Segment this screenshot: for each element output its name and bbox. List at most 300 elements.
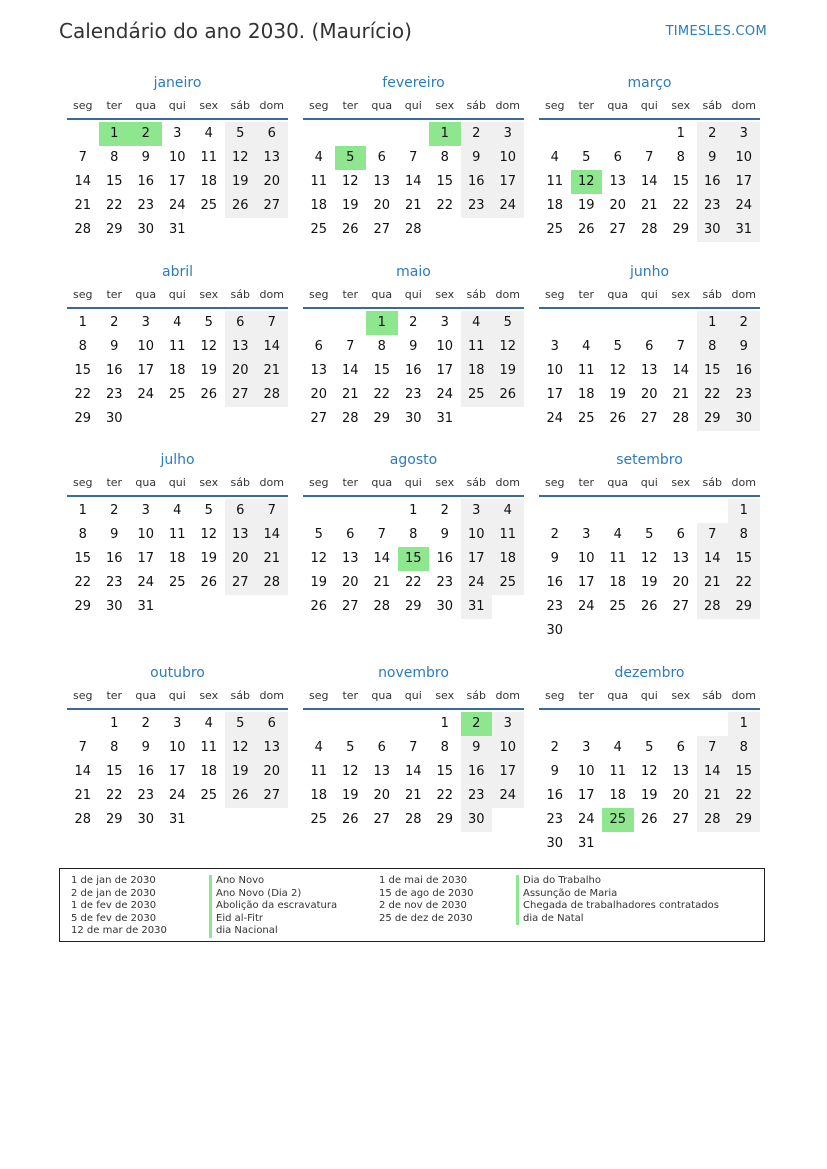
month-name: fevereiro bbox=[382, 75, 445, 91]
day-cell: 11 bbox=[492, 523, 524, 547]
day-cell: 3 bbox=[173, 126, 182, 141]
day-cell: 25 bbox=[168, 575, 186, 590]
day-cell: 3 bbox=[582, 527, 591, 542]
day-cell: 8 bbox=[697, 335, 729, 359]
day-cell: 29 bbox=[373, 411, 391, 426]
weekday-label: sex bbox=[435, 476, 455, 489]
day-cell: 28 bbox=[697, 595, 729, 619]
weekday-label: dom bbox=[495, 689, 520, 702]
day-cell: 17 bbox=[728, 170, 760, 194]
month-name: janeiro bbox=[153, 75, 202, 91]
day-grid bbox=[67, 122, 288, 242]
month-name: março bbox=[627, 75, 672, 91]
weekday-label: qui bbox=[404, 288, 422, 301]
legend-dates-column-1 bbox=[71, 875, 167, 938]
day-cell: 10 bbox=[168, 150, 186, 165]
weekday-label: ter bbox=[578, 476, 595, 489]
weekday-label: seg bbox=[309, 689, 329, 702]
day-cell: 23 bbox=[404, 387, 422, 402]
day-cell: 16 bbox=[728, 359, 760, 383]
holiday-legend bbox=[59, 868, 765, 942]
day-cell: 11 bbox=[609, 764, 627, 779]
weekday-label: sex bbox=[199, 288, 219, 301]
day-cell: 15 bbox=[105, 764, 123, 779]
day-cell: 3 bbox=[141, 315, 150, 330]
day-cell: 13 bbox=[310, 363, 328, 378]
day-cell: 29 bbox=[728, 808, 760, 832]
day-cell: 23 bbox=[697, 194, 729, 218]
day-cell: 24 bbox=[137, 387, 155, 402]
day-cell: 6 bbox=[346, 527, 355, 542]
legend-date: 1 de jan de 2030 bbox=[71, 875, 156, 886]
month-março bbox=[539, 70, 760, 242]
month-novembro bbox=[303, 660, 524, 832]
day-cell: 5 bbox=[582, 150, 591, 165]
weekday-label: sex bbox=[671, 288, 691, 301]
day-cell: 12 bbox=[200, 527, 218, 542]
day-cell: 26 bbox=[200, 575, 218, 590]
weekday-header bbox=[303, 473, 524, 497]
day-cell: 19 bbox=[341, 788, 359, 803]
weekday-header bbox=[539, 96, 760, 120]
day-cell: 31 bbox=[728, 218, 760, 242]
day-cell: 18 bbox=[310, 198, 328, 213]
day-cell: 14 bbox=[697, 760, 729, 784]
day-cell: 25 bbox=[200, 198, 218, 213]
holiday-day-cell: 2 bbox=[130, 122, 162, 146]
day-cell: 11 bbox=[461, 335, 493, 359]
legend-date: 1 de mai de 2030 bbox=[379, 875, 468, 886]
empty-cell bbox=[335, 712, 367, 736]
day-cell: 7 bbox=[256, 311, 288, 335]
day-cell: 24 bbox=[546, 411, 564, 426]
empty-cell bbox=[539, 499, 571, 523]
weekday-label: sex bbox=[435, 288, 455, 301]
day-cell: 25 bbox=[200, 788, 218, 803]
day-cell: 14 bbox=[697, 547, 729, 571]
day-cell: 19 bbox=[341, 198, 359, 213]
day-cell: 14 bbox=[256, 335, 288, 359]
day-cell: 25 bbox=[546, 222, 564, 237]
day-cell: 3 bbox=[461, 499, 493, 523]
day-cell: 26 bbox=[225, 784, 257, 808]
day-cell: 4 bbox=[461, 311, 493, 335]
weekday-label: qui bbox=[404, 99, 422, 112]
weekday-label: ter bbox=[106, 288, 123, 301]
day-cell: 20 bbox=[225, 547, 257, 571]
day-cell: 2 bbox=[440, 503, 449, 518]
weekday-header bbox=[67, 96, 288, 120]
day-cell: 13 bbox=[609, 174, 627, 189]
weekday-label: qui bbox=[640, 99, 658, 112]
weekday-label: qui bbox=[404, 689, 422, 702]
weekday-label: qua bbox=[607, 288, 629, 301]
day-cell: 20 bbox=[373, 788, 391, 803]
day-cell: 13 bbox=[256, 146, 288, 170]
day-cell: 5 bbox=[346, 740, 355, 755]
weekday-label: sáb bbox=[466, 288, 486, 301]
weekday-label: ter bbox=[578, 689, 595, 702]
month-dezembro bbox=[539, 660, 760, 856]
weekday-label: qui bbox=[168, 99, 186, 112]
day-cell: 18 bbox=[461, 359, 493, 383]
weekday-label: dom bbox=[259, 476, 284, 489]
day-cell: 15 bbox=[105, 174, 123, 189]
day-cell: 6 bbox=[225, 499, 257, 523]
day-cell: 30 bbox=[137, 222, 155, 237]
weekday-label: sáb bbox=[702, 99, 722, 112]
day-cell: 17 bbox=[577, 788, 595, 803]
month-agosto bbox=[303, 447, 524, 619]
legend-holiday-name: Dia do Trabalho bbox=[516, 875, 719, 888]
weekday-label: sex bbox=[435, 689, 455, 702]
day-cell: 24 bbox=[436, 387, 454, 402]
month-name: dezembro bbox=[614, 665, 685, 681]
day-cell: 1 bbox=[676, 126, 685, 141]
day-cell: 15 bbox=[672, 174, 690, 189]
day-cell: 11 bbox=[577, 363, 595, 378]
day-cell: 8 bbox=[110, 150, 119, 165]
empty-cell bbox=[602, 499, 634, 523]
day-grid bbox=[539, 311, 760, 431]
day-cell: 24 bbox=[168, 788, 186, 803]
day-cell: 10 bbox=[137, 527, 155, 542]
legend-date: 1 de fev de 2030 bbox=[71, 900, 157, 911]
day-cell: 14 bbox=[404, 174, 422, 189]
day-cell: 13 bbox=[225, 335, 257, 359]
day-cell: 23 bbox=[436, 575, 454, 590]
weekday-label: qua bbox=[135, 99, 157, 112]
legend-holiday-name: Eid al-Fitr bbox=[209, 913, 337, 926]
day-cell: 8 bbox=[440, 150, 449, 165]
day-cell: 2 bbox=[461, 122, 493, 146]
empty-cell bbox=[303, 122, 335, 146]
day-cell: 16 bbox=[546, 575, 564, 590]
day-cell: 16 bbox=[546, 788, 564, 803]
day-cell: 4 bbox=[550, 150, 559, 165]
day-cell: 26 bbox=[341, 812, 359, 827]
day-cell: 3 bbox=[440, 315, 449, 330]
day-cell: 3 bbox=[492, 712, 524, 736]
day-cell: 30 bbox=[105, 411, 123, 426]
weekday-label: dom bbox=[731, 99, 756, 112]
empty-cell bbox=[303, 499, 335, 523]
weekday-label: qua bbox=[135, 288, 157, 301]
day-cell: 1 bbox=[440, 716, 449, 731]
day-cell: 4 bbox=[204, 126, 213, 141]
day-cell: 11 bbox=[310, 174, 328, 189]
weekday-label: dom bbox=[495, 288, 520, 301]
day-cell: 16 bbox=[105, 551, 123, 566]
day-cell: 21 bbox=[697, 784, 729, 808]
month-name: agosto bbox=[389, 452, 438, 468]
day-cell: 29 bbox=[105, 222, 123, 237]
day-cell: 22 bbox=[728, 784, 760, 808]
day-cell: 25 bbox=[168, 387, 186, 402]
month-abril bbox=[67, 259, 288, 431]
day-cell: 22 bbox=[436, 198, 454, 213]
day-cell: 10 bbox=[436, 339, 454, 354]
day-cell: 7 bbox=[645, 150, 654, 165]
legend-date: 5 de fev de 2030 bbox=[71, 912, 157, 924]
day-cell: 31 bbox=[137, 599, 155, 614]
day-cell: 30 bbox=[461, 808, 493, 832]
weekday-label: seg bbox=[73, 689, 93, 702]
weekday-label: qui bbox=[404, 476, 422, 489]
day-cell: 23 bbox=[105, 387, 123, 402]
day-cell: 24 bbox=[577, 599, 595, 614]
day-cell: 7 bbox=[78, 740, 87, 755]
day-cell: 19 bbox=[310, 575, 328, 590]
day-cell: 22 bbox=[105, 788, 123, 803]
weekday-header bbox=[539, 473, 760, 497]
weekday-label: ter bbox=[106, 476, 123, 489]
day-cell: 20 bbox=[225, 359, 257, 383]
day-cell: 31 bbox=[168, 812, 186, 827]
day-cell: 1 bbox=[697, 311, 729, 335]
day-cell: 20 bbox=[256, 760, 288, 784]
day-cell: 11 bbox=[200, 150, 218, 165]
weekday-label: qui bbox=[640, 689, 658, 702]
day-cell: 28 bbox=[74, 812, 92, 827]
day-cell: 14 bbox=[373, 551, 391, 566]
day-cell: 10 bbox=[728, 146, 760, 170]
day-cell: 25 bbox=[310, 812, 328, 827]
day-cell: 2 bbox=[728, 311, 760, 335]
day-cell: 12 bbox=[640, 551, 658, 566]
day-grid bbox=[303, 122, 524, 242]
day-cell: 28 bbox=[74, 222, 92, 237]
day-cell: 8 bbox=[377, 339, 386, 354]
day-cell: 17 bbox=[461, 547, 493, 571]
weekday-label: sáb bbox=[702, 476, 722, 489]
weekday-label: qui bbox=[168, 689, 186, 702]
day-cell: 23 bbox=[137, 198, 155, 213]
day-cell: 14 bbox=[640, 174, 658, 189]
day-cell: 15 bbox=[74, 551, 92, 566]
day-cell: 11 bbox=[168, 527, 186, 542]
day-cell: 28 bbox=[341, 411, 359, 426]
empty-cell bbox=[67, 122, 99, 146]
day-cell: 17 bbox=[577, 575, 595, 590]
day-cell: 3 bbox=[492, 122, 524, 146]
day-cell: 19 bbox=[225, 170, 257, 194]
weekday-label: seg bbox=[309, 288, 329, 301]
day-cell: 22 bbox=[672, 198, 690, 213]
weekday-label: sáb bbox=[466, 689, 486, 702]
holiday-day-cell: 15 bbox=[398, 547, 430, 571]
day-cell: 12 bbox=[341, 764, 359, 779]
day-cell: 1 bbox=[728, 712, 760, 736]
weekday-label: dom bbox=[259, 99, 284, 112]
legend-date: 15 de ago de 2030 bbox=[379, 887, 474, 899]
day-cell: 30 bbox=[546, 623, 564, 638]
weekday-label: qui bbox=[168, 476, 186, 489]
day-cell: 19 bbox=[640, 788, 658, 803]
day-cell: 20 bbox=[310, 387, 328, 402]
weekday-header bbox=[67, 686, 288, 710]
month-junho bbox=[539, 259, 760, 431]
day-cell: 9 bbox=[440, 527, 449, 542]
day-cell: 4 bbox=[314, 740, 323, 755]
day-cell: 28 bbox=[256, 571, 288, 595]
empty-cell bbox=[571, 122, 603, 146]
day-cell: 4 bbox=[613, 740, 622, 755]
day-cell: 11 bbox=[200, 740, 218, 755]
day-cell: 2 bbox=[697, 122, 729, 146]
day-cell: 27 bbox=[373, 222, 391, 237]
weekday-label: qua bbox=[371, 476, 393, 489]
day-cell: 13 bbox=[341, 551, 359, 566]
weekday-label: qua bbox=[607, 689, 629, 702]
day-cell: 27 bbox=[256, 194, 288, 218]
day-cell: 22 bbox=[373, 387, 391, 402]
day-cell: 24 bbox=[168, 198, 186, 213]
weekday-label: seg bbox=[73, 99, 93, 112]
day-cell: 29 bbox=[728, 595, 760, 619]
day-cell: 9 bbox=[728, 335, 760, 359]
day-cell: 21 bbox=[373, 575, 391, 590]
day-cell: 20 bbox=[341, 575, 359, 590]
day-cell: 17 bbox=[492, 760, 524, 784]
day-cell: 1 bbox=[110, 716, 119, 731]
day-cell: 14 bbox=[74, 764, 92, 779]
weekday-header bbox=[303, 686, 524, 710]
day-cell: 7 bbox=[697, 736, 729, 760]
weekday-label: sáb bbox=[230, 288, 250, 301]
month-name: maio bbox=[396, 264, 431, 280]
day-cell: 8 bbox=[110, 740, 119, 755]
month-julho bbox=[67, 447, 288, 619]
day-cell: 18 bbox=[168, 551, 186, 566]
day-cell: 13 bbox=[373, 764, 391, 779]
day-cell: 26 bbox=[577, 222, 595, 237]
empty-cell bbox=[398, 712, 430, 736]
empty-cell bbox=[366, 712, 398, 736]
month-maio bbox=[303, 259, 524, 431]
day-cell: 15 bbox=[728, 547, 760, 571]
day-cell: 18 bbox=[577, 387, 595, 402]
day-cell: 30 bbox=[728, 407, 760, 431]
empty-cell bbox=[571, 311, 603, 335]
day-cell: 24 bbox=[492, 194, 524, 218]
day-cell: 21 bbox=[697, 571, 729, 595]
day-cell: 11 bbox=[168, 339, 186, 354]
weekday-label: qua bbox=[607, 476, 629, 489]
holiday-day-cell: 1 bbox=[366, 311, 398, 335]
day-cell: 6 bbox=[377, 150, 386, 165]
day-cell: 26 bbox=[492, 383, 524, 407]
weekday-label: sáb bbox=[466, 99, 486, 112]
weekday-label: sex bbox=[435, 99, 455, 112]
day-cell: 25 bbox=[609, 599, 627, 614]
day-cell: 9 bbox=[409, 339, 418, 354]
day-cell: 10 bbox=[137, 339, 155, 354]
day-cell: 21 bbox=[256, 359, 288, 383]
day-cell: 28 bbox=[640, 222, 658, 237]
day-grid bbox=[67, 311, 288, 431]
day-cell: 27 bbox=[225, 571, 257, 595]
day-cell: 27 bbox=[640, 411, 658, 426]
weekday-label: sex bbox=[671, 99, 691, 112]
day-cell: 2 bbox=[409, 315, 418, 330]
day-cell: 20 bbox=[256, 170, 288, 194]
day-grid bbox=[303, 311, 524, 431]
day-cell: 23 bbox=[461, 194, 493, 218]
day-cell: 24 bbox=[577, 812, 595, 827]
day-cell: 26 bbox=[310, 599, 328, 614]
weekday-label: sáb bbox=[702, 689, 722, 702]
day-cell: 22 bbox=[436, 788, 454, 803]
day-cell: 17 bbox=[492, 170, 524, 194]
brand-link[interactable]: TIMESLES.COM bbox=[665, 24, 767, 39]
day-cell: 23 bbox=[137, 788, 155, 803]
weekday-header bbox=[539, 686, 760, 710]
weekday-label: qui bbox=[640, 288, 658, 301]
day-cell: 31 bbox=[168, 222, 186, 237]
legend-holiday-name: Assunção de Maria bbox=[516, 888, 719, 901]
holiday-day-cell: 5 bbox=[335, 146, 367, 170]
weekday-header bbox=[67, 473, 288, 497]
day-cell: 26 bbox=[341, 222, 359, 237]
day-cell: 7 bbox=[676, 339, 685, 354]
day-cell: 22 bbox=[404, 575, 422, 590]
weekday-label: qui bbox=[640, 476, 658, 489]
empty-cell bbox=[665, 712, 697, 736]
day-cell: 11 bbox=[609, 551, 627, 566]
day-cell: 27 bbox=[672, 599, 690, 614]
day-cell: 30 bbox=[436, 599, 454, 614]
day-cell: 31 bbox=[461, 595, 493, 619]
day-cell: 4 bbox=[613, 527, 622, 542]
empty-cell bbox=[303, 311, 335, 335]
day-cell: 9 bbox=[110, 527, 119, 542]
month-setembro bbox=[539, 447, 760, 643]
day-cell: 18 bbox=[609, 788, 627, 803]
legend-holiday-name: Chegada de trabalhadores contratados bbox=[516, 900, 719, 913]
empty-cell bbox=[634, 712, 666, 736]
weekday-label: sex bbox=[671, 476, 691, 489]
day-cell: 7 bbox=[409, 150, 418, 165]
day-grid bbox=[67, 712, 288, 832]
day-cell: 27 bbox=[373, 812, 391, 827]
day-cell: 26 bbox=[200, 387, 218, 402]
day-cell: 4 bbox=[582, 339, 591, 354]
weekday-label: qua bbox=[371, 99, 393, 112]
day-cell: 28 bbox=[256, 383, 288, 407]
empty-cell bbox=[665, 311, 697, 335]
day-cell: 14 bbox=[404, 764, 422, 779]
weekday-label: qua bbox=[371, 689, 393, 702]
weekday-label: sáb bbox=[466, 476, 486, 489]
day-cell: 16 bbox=[137, 764, 155, 779]
day-cell: 18 bbox=[310, 788, 328, 803]
weekday-label: sex bbox=[199, 99, 219, 112]
empty-cell bbox=[697, 712, 729, 736]
weekday-label: seg bbox=[545, 99, 565, 112]
day-cell: 9 bbox=[461, 736, 493, 760]
day-cell: 13 bbox=[373, 174, 391, 189]
day-cell: 26 bbox=[225, 194, 257, 218]
day-grid bbox=[539, 122, 760, 242]
day-cell: 8 bbox=[440, 740, 449, 755]
day-cell: 21 bbox=[74, 788, 92, 803]
day-cell: 25 bbox=[461, 383, 493, 407]
holiday-day-cell: 12 bbox=[571, 170, 603, 194]
weekday-label: sex bbox=[199, 476, 219, 489]
legend-date: 2 de jan de 2030 bbox=[71, 887, 156, 899]
day-cell: 21 bbox=[256, 547, 288, 571]
